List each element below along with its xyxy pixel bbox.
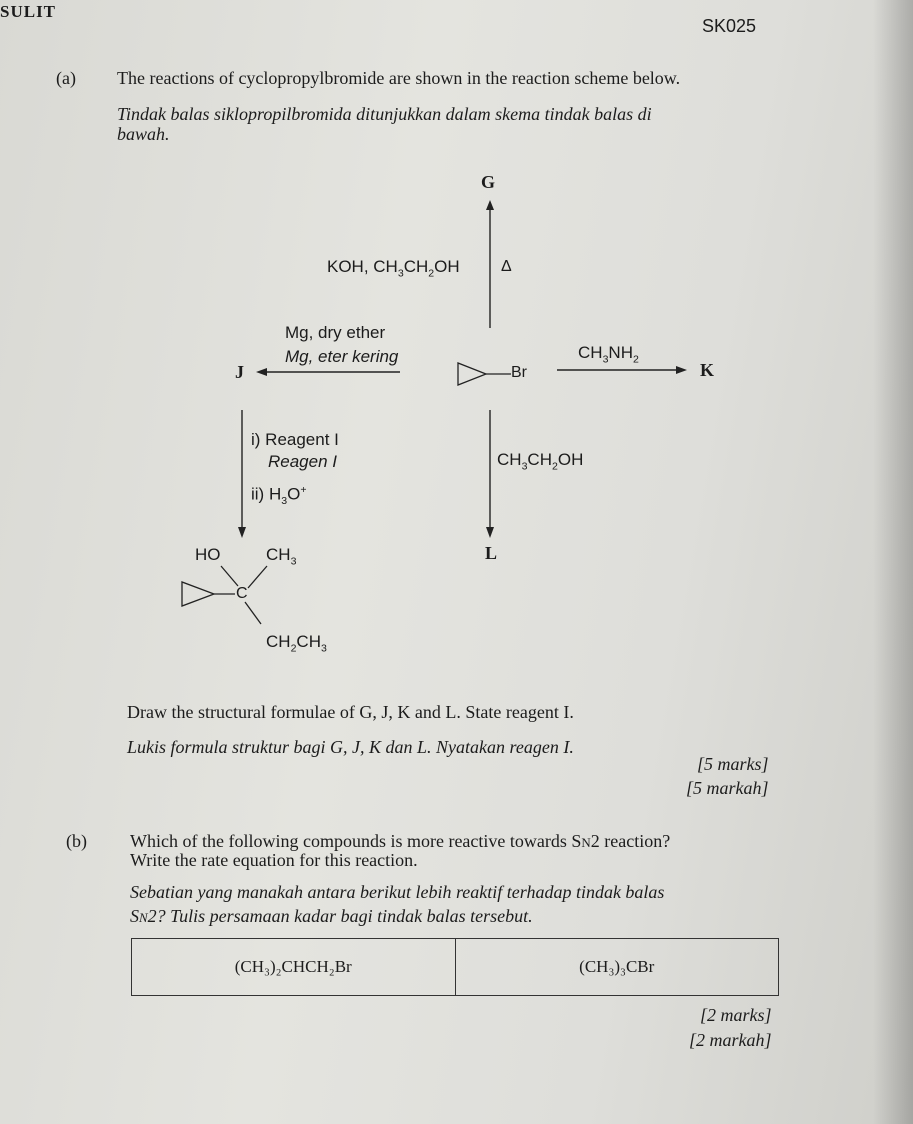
condition-reagent-i: i) Reagent I xyxy=(251,430,339,449)
part-b-label: (b) xyxy=(66,831,87,851)
part-a-task-ms: Lukis formula struktur bagi G, J, K dan L. Nyatakan reagen I. xyxy=(127,737,574,757)
product-central-carbon: C xyxy=(236,585,248,602)
part-a-label: (a) xyxy=(56,68,76,88)
part-a-marks-ms: [5 markah] xyxy=(686,778,769,798)
part-a-text-ms-2: bawah. xyxy=(117,124,170,144)
bromine-label: Br xyxy=(511,364,527,381)
compound-2-cell: (CH₃)₃CBr xyxy=(455,939,779,995)
part-b-text-ms-1: Sebatian yang manakah antara berikut lebih reaktif terhadap tindak balas xyxy=(130,882,665,902)
part-a-text-ms-1: Tindak balas siklopropilbromida ditunjukkan dalam skema tindak balas di xyxy=(117,104,652,124)
condition-hydronium: ii) $H_3O^+$ xyxy=(251,484,307,508)
compound-1-cell: (CH₃)₂CHCH₂Br xyxy=(234,957,352,976)
product-hydroxyl: HO xyxy=(195,545,221,564)
arrow-up-to-g xyxy=(484,200,496,330)
part-b-marks-ms: [2 markah] xyxy=(689,1030,772,1050)
condition-mg-dry-ether: Mg, dry ether xyxy=(285,323,386,342)
part-a-marks-en: [5 marks] xyxy=(697,754,769,774)
condition-ethanol: $CH_3CH_2OH$ xyxy=(497,450,584,473)
product-j: J xyxy=(235,362,244,382)
product-ethyl: $CH_2CH_3$ xyxy=(266,632,327,655)
header-sulit: SULIT xyxy=(0,2,57,21)
part-a-task-en: Draw the structural formulae of G, J, K and L. State reagent I. xyxy=(127,702,574,722)
page-edge-shadow xyxy=(873,0,913,1124)
header-code: SK025 xyxy=(702,16,757,36)
product-k: K xyxy=(700,360,715,380)
arrow-right-to-k xyxy=(557,364,687,376)
cyclopropyl-bromide-structure xyxy=(456,360,516,390)
part-b-text-en-2: Write the rate equation for this reaction. xyxy=(130,850,418,870)
condition-koh-ethanol: KOH, $CH_3CH_2OH$ xyxy=(327,257,460,280)
condition-mg-eter-kering: Mg, eter kering xyxy=(285,347,399,366)
product-alcohol-bonds xyxy=(178,560,288,640)
compounds-table xyxy=(131,938,779,996)
part-b-marks-en: [2 marks] xyxy=(700,1005,772,1025)
part-b-text-en-1: Which of the following compounds is more reactive towards SN2 reaction? xyxy=(130,831,671,851)
arrow-down-to-alcohol xyxy=(236,410,248,540)
part-b-text-ms-2: SN2? Tulis persamaan kadar bagi tindak balas tersebut. xyxy=(130,906,533,926)
arrow-down-to-l xyxy=(484,410,496,540)
condition-methylamine: $CH_3NH_2$ xyxy=(578,343,639,366)
condition-reagen-i: Reagen I xyxy=(268,452,337,471)
heat-delta: Δ xyxy=(501,258,512,275)
product-l: L xyxy=(485,543,498,563)
product-g: G xyxy=(481,172,496,192)
product-methyl: $CH_3$ xyxy=(266,545,297,568)
arrow-left-to-j xyxy=(256,366,400,378)
part-a-text-en: The reactions of cyclopropylbromide are shown in the reaction scheme below. xyxy=(117,68,681,88)
